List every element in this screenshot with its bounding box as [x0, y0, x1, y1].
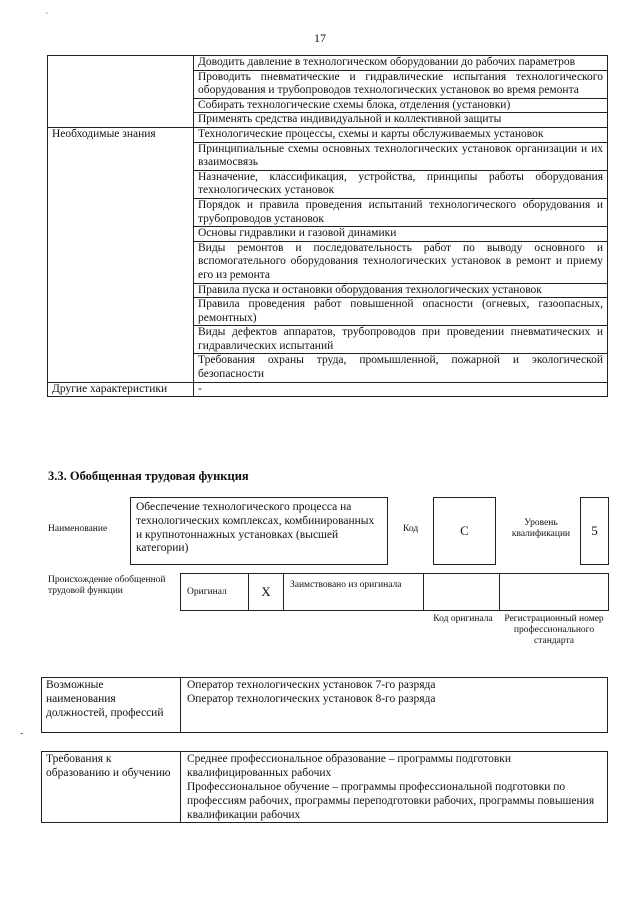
- education-line: Среднее профессиональное образование – программы подготовки квалифицированных рабочих: [187, 753, 512, 779]
- knowledge-item: Правила пуска и остановки оборудования технологических установок: [194, 283, 608, 298]
- scan-speck: -: [20, 728, 24, 739]
- origin-row: [180, 573, 609, 611]
- table-row: [48, 127, 608, 142]
- row-label-other: Другие характеристики: [48, 382, 194, 397]
- function-name-box: Обеспечение технологического процесса на технологических комплексах, комбинированных и крупнотоннажных установках (высшей категории): [130, 497, 388, 565]
- position-line: Оператор технологических установок 8-го разряда: [187, 693, 436, 705]
- knowledge-item: Виды ремонтов и последовательность работ по выводу основного и вспомогательного оборудования технологических установок в ремонт и приему его из ремонта: [194, 241, 608, 283]
- education-line: Профессиональное обучение – программы профессиональной подготовки по профессиям рабочих, программы переподготовки рабочих, программы повышения квалификации рабочих: [187, 781, 595, 821]
- skill-item: Собирать технологические схемы блока, отделения (установки): [194, 98, 608, 113]
- name-label: Наименование: [48, 524, 108, 534]
- section-heading: 3.3. Обобщенная трудовая функция: [48, 469, 249, 483]
- scan-speck: `: [45, 12, 49, 23]
- table-row: [42, 678, 608, 733]
- knowledge-item: Принципиальные схемы основных технологических установок организации и их взаимосвязь: [194, 142, 608, 170]
- page-number: 17: [314, 31, 326, 45]
- level-value-box: 5: [580, 497, 609, 565]
- reg-number-cell: [500, 574, 608, 610]
- skill-item: Доводить давление в технологическом оборудовании до рабочих параметров: [194, 56, 608, 71]
- education-table: [41, 751, 608, 823]
- knowledge-item: Правила проведения работ повышенной опасности (огневых, газоопасных, ремонтных): [194, 298, 608, 326]
- original-label: Оригинал: [181, 574, 249, 610]
- code-original-label: Код оригинала: [433, 614, 493, 624]
- other-item: -: [194, 382, 608, 397]
- borrowed-label: Заимствовано из оригинала: [284, 574, 424, 610]
- positions-values: [181, 678, 608, 733]
- table-row: [42, 752, 608, 823]
- origin-label: Происхождение обобщенной трудовой функции: [48, 575, 166, 596]
- row-label-skills: [48, 56, 194, 128]
- knowledge-item: Виды дефектов аппаратов, трубопроводов при проведении пневматических и гидравлических испытаний: [194, 326, 608, 354]
- level-label: Уровень квалификации: [511, 518, 571, 539]
- knowledge-item: Назначение, классификация, устройства, принципы работы оборудования технологических установок: [194, 170, 608, 198]
- reg-number-label: Регистрационный номер профессионального стандарта: [504, 614, 604, 646]
- code-original-cell: [424, 574, 500, 610]
- education-label: Требования к образованию и обучению: [42, 752, 181, 823]
- skills-knowledge-table: [47, 55, 608, 397]
- knowledge-item: Требования охраны труда, промышленной, пожарной и экологической безопасности: [194, 354, 608, 382]
- code-label: Код: [403, 524, 419, 534]
- row-label-knowledge: Необходимые знания: [48, 127, 194, 382]
- knowledge-item: Порядок и правила проведения испытаний технологического оборудования и трубопроводов установок: [194, 198, 608, 226]
- positions-table: [41, 677, 608, 733]
- education-values: [181, 752, 608, 823]
- skill-item: Применять средства индивидуальной и коллективной защиты: [194, 113, 608, 128]
- positions-label: Возможные наименования должностей, профессий: [42, 678, 181, 733]
- skill-item: Проводить пневматические и гидравлические испытания технологического оборудования и трубопроводов технологических установок во время ремонта: [194, 70, 608, 98]
- position-line: Оператор технологических установок 7-го разряда: [187, 679, 436, 691]
- knowledge-item: Основы гидравлики и газовой динамики: [194, 227, 608, 242]
- original-mark: X: [249, 574, 284, 610]
- table-row: [48, 382, 608, 397]
- code-value-box: C: [433, 497, 496, 565]
- knowledge-item: Технологические процессы, схемы и карты обслуживаемых установок: [194, 127, 608, 142]
- table-row: [48, 56, 608, 71]
